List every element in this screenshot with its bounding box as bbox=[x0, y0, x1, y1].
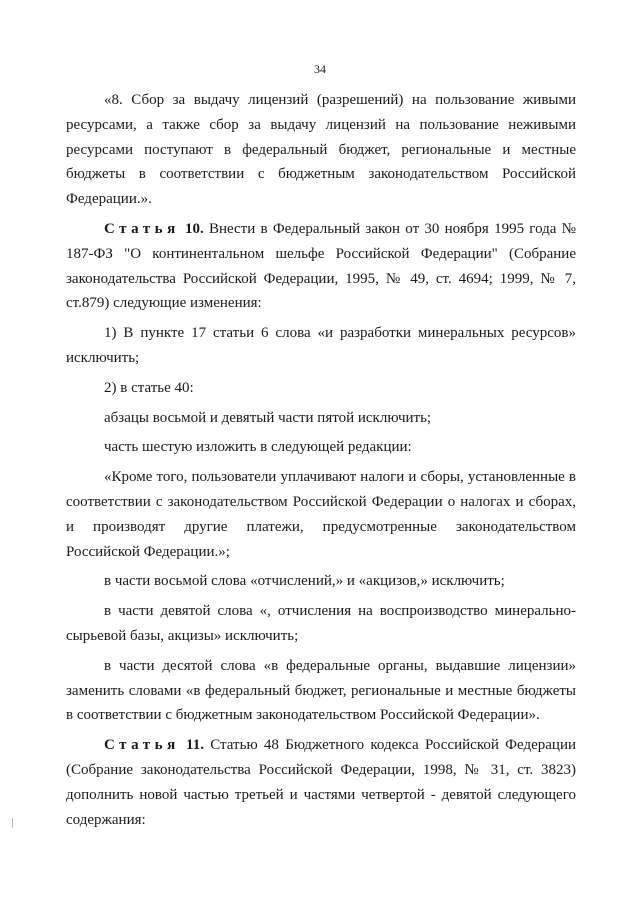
paragraph-part-6: часть шестую изложить в следующей редакции: bbox=[104, 439, 412, 456]
paragraph-part-10: в части десятой слова «в федеральные органы, выдавшие лицензии» заменить словами «в федеральный бюджет, региональные и местные бюджеты в соответствии с бюджетным законодательством Российской Федерации». bbox=[66, 657, 576, 724]
paragraph-paragraphs-8-9: абзацы восьмой и девятый части пятой исключить; bbox=[104, 409, 432, 426]
paragraph-article-11 bbox=[66, 733, 576, 832]
paragraph-quote-taxes: «Кроме того, пользователи уплачивают налоги и сборы, установленные в соответствии с законодательством Российской Федерации о налогах и сборах, и производят другие платежи, предусмотренные законодательством Российской Федерации.»; bbox=[66, 469, 576, 560]
article-number: 11. bbox=[186, 737, 204, 754]
article-number: 10. bbox=[184, 220, 204, 237]
article-label: Статья bbox=[104, 220, 180, 237]
page-number: 34 bbox=[314, 62, 326, 76]
paragraph-part-9: в части девятой слова «, отчисления на воспроизводство минерально-сырьевой базы, акцизы» исключить; bbox=[66, 603, 576, 644]
scan-margin-mark bbox=[12, 818, 13, 828]
paragraph-item-2: 2) в статье 40: bbox=[104, 379, 194, 396]
paragraph-article-10 bbox=[66, 217, 576, 316]
paragraph-item-1: 1) В пункте 17 статьи 6 слова «и разработки минеральных ресурсов» исключить; bbox=[66, 325, 576, 366]
article-text: Статью 48 Бюджетного кодекса Российской Федерации (Собрание законодательства Российской Федерации, 1998, № 31, ст. 3823) дополнить новой частью третьей и частями четвертой - девятой следующего содержания: bbox=[66, 737, 577, 828]
document-body bbox=[66, 88, 576, 837]
article-text: Внести в Федеральный закон от 30 ноября 1995 года № 187-ФЗ "О континентальном шельфе Российской Федерации" (Собрание законодательства Российской Федерации, 1995, № 49, ст. 4694; 1999, № 7, ст.879) следующие изменения: bbox=[66, 220, 576, 312]
article-label: Статья bbox=[104, 737, 180, 754]
paragraph-amendment-8: «8. Сбор за выдачу лицензий (разрешений) на пользование живыми ресурсами, а также сбор за выдачу лицензий на пользование неживыми ресурсами поступают в федеральный бюджет, региональные и местные бюджеты в соответствии с бюджетным законодательством Российской Федерации.». bbox=[66, 92, 576, 208]
paragraph-part-8: в части восьмой слова «отчислений,» и «акцизов,» исключить; bbox=[104, 573, 505, 590]
